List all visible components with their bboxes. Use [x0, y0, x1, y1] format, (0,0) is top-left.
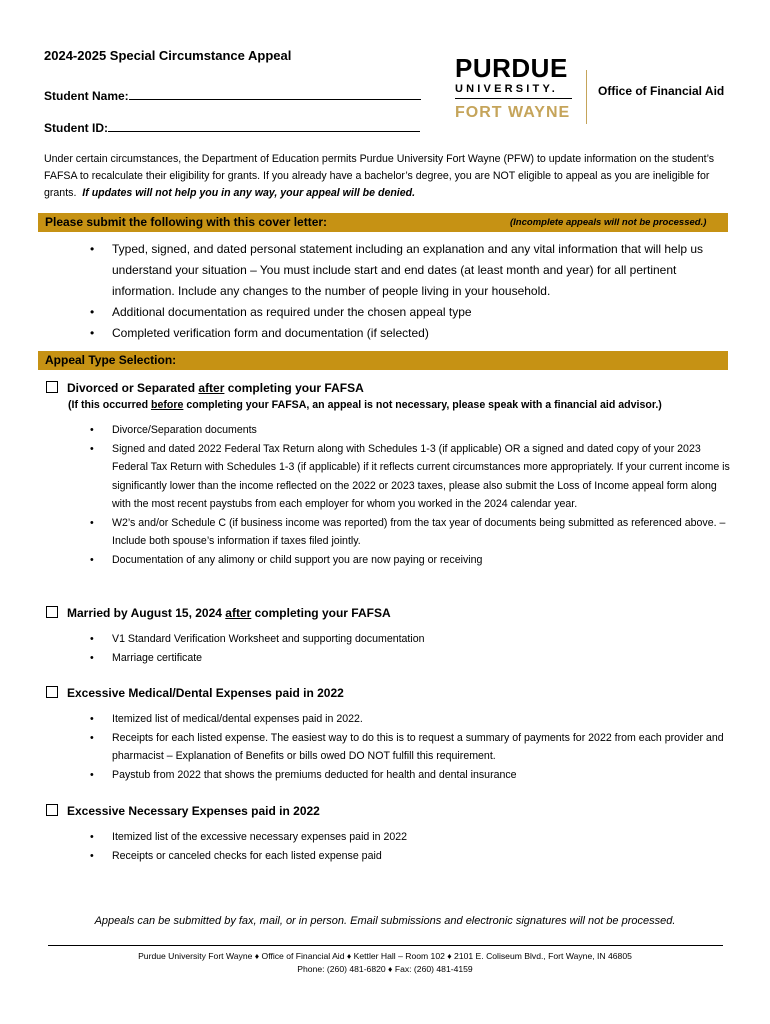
- intro-paragraph: [44, 151, 724, 202]
- list-item: • Signed and dated 2022 Federal Tax Return along with Schedules 1-3 (if applicable) OR a signed and dated copy of your 2023 Federal Tax Return with Schedules 1-3 (if applicable) if it reflects current circumstances more appropriately. If your current income is significantly lower than the income reflected on the 2022 or 2023 taxes, please also submit the Loss of Income appeal form along with the most recent paystubs from each employer for whom you worked in the 2024 calendar year.: [90, 440, 730, 514]
- divorced-list: [90, 421, 730, 569]
- list-item: • V1 Standard Verification Worksheet and supporting documentation: [90, 630, 730, 649]
- section-divorced-note: [68, 399, 662, 411]
- section-heading-text: completing your FAFSA: [224, 381, 364, 395]
- footer-address: Purdue University Fort Wayne ♦ Office of Financial Aid ♦ Kettler Hall – Room 102 ♦ 2101 E. Coliseum Blvd., Fort Wayne, IN 46805: [138, 951, 632, 961]
- list-item: • Receipts or canceled checks for each listed expense paid: [90, 847, 730, 866]
- section-necessary-heading: [46, 804, 320, 818]
- list-item: • Itemized list of medical/dental expenses paid in 2022.: [90, 710, 730, 729]
- student-id-label: Student ID:: [44, 121, 108, 135]
- section-heading-text: Excessive Necessary Expenses paid in 2022: [67, 804, 320, 818]
- list-item: • Paystub from 2022 that shows the premiums deducted for health and dental insurance: [90, 766, 730, 785]
- necessary-list: [90, 828, 730, 865]
- list-item: • W2’s and/or Schedule C (if business income was reported) from the tax year of documents being submitted as referenced above. – Include both spouse’s information if taxes filed jointly.: [90, 514, 730, 551]
- submit-list: [90, 239, 730, 344]
- section-heading-em: after: [225, 606, 252, 620]
- medical-checkbox[interactable]: [46, 686, 58, 698]
- student-name-row: [44, 88, 421, 103]
- list-item: • Divorce/Separation documents: [90, 421, 730, 440]
- medical-list: [90, 710, 730, 784]
- list-item: • Additional documentation as required under the chosen appeal type: [90, 302, 730, 323]
- section-divorced-heading: [46, 381, 364, 395]
- section-heading-text: Excessive Medical/Dental Expenses paid in 2022: [67, 686, 344, 700]
- list-item: • Completed verification form and documentation (if selected): [90, 323, 730, 344]
- appeal-type-bar: [38, 351, 728, 370]
- list-item: • Documentation of any alimony or child support you are now paying or receiving: [90, 551, 730, 570]
- student-id-row: [44, 120, 420, 135]
- intro-emphasis: If updates will not help you in any way, your appeal will be denied.: [82, 187, 416, 199]
- purdue-logo-fort-wayne: FORT WAYNE: [455, 104, 571, 121]
- list-item: • Itemized list of the excessive necessary expenses paid in 2022: [90, 828, 730, 847]
- section-heading-text: completing your FAFSA: [251, 606, 391, 620]
- footer-contact: Phone: (260) 481-6820 ♦ Fax: (260) 481-4159: [297, 964, 473, 974]
- student-id-field[interactable]: [108, 120, 420, 132]
- list-item: • Marriage certificate: [90, 649, 730, 668]
- section-medical-heading: [46, 686, 344, 700]
- intro-text: Under certain circumstances, the Department of Education permits Purdue University Fort Wayne (PFW) to update information on the student’s FAFSA to recalculate their eligibility for grants. If you already have a bachelor’s degree, you are NOT eligible to appeal as you are ineligible for grants.: [44, 153, 715, 199]
- logo-divider: [455, 98, 572, 99]
- note-em: before: [151, 399, 184, 411]
- section-heading-text: Divorced or Separated: [67, 381, 199, 395]
- purdue-logo-wordmark: PURDUE: [455, 53, 568, 83]
- necessary-checkbox[interactable]: [46, 804, 58, 816]
- married-list: [90, 630, 730, 667]
- appeal-type-label: Appeal Type Selection:: [45, 353, 177, 367]
- office-name: Office of Financial Aid: [598, 84, 725, 98]
- submit-bar: [38, 213, 728, 232]
- divorced-checkbox[interactable]: [46, 381, 58, 393]
- section-married-heading: [46, 606, 391, 620]
- page-title: 2024-2025 Special Circumstance Appeal: [44, 48, 292, 63]
- footer-divider: [48, 945, 723, 946]
- purdue-logo-university: UNIVERSITY.: [455, 83, 559, 95]
- list-item: • Typed, signed, and dated personal statement including an explanation and any vital information that will help us understand your situation – You must include start and end dates (at least month and year) for all pertinent information. Include any changes to the number of people living in your household.: [90, 239, 730, 302]
- closing-note: Appeals can be submitted by fax, mail, or in person. Email submissions and electronic signatures will not be processed.: [94, 915, 676, 927]
- note-text: (If this occurred: [68, 399, 151, 411]
- submit-bar-note: (Incomplete appeals will not be processed.): [510, 217, 707, 228]
- student-name-field[interactable]: [129, 88, 421, 100]
- note-text: completing your FAFSA, an appeal is not necessary, please speak with a financial aid advisor.): [183, 399, 662, 411]
- submit-bar-label: Please submit the following with this cover letter:: [45, 215, 328, 229]
- married-checkbox[interactable]: [46, 606, 58, 618]
- section-heading-em: after: [198, 381, 225, 395]
- list-item: • Receipts for each listed expense. The easiest way to do this is to request a summary of payments for 2022 from each provider and pharmacist – Explanation of Benefits or bills owed DO NOT fulfill this requirement.: [90, 729, 730, 766]
- section-heading-text: Married by August 15, 2024: [67, 606, 226, 620]
- logo-vertical-divider: [586, 70, 587, 124]
- student-name-label: Student Name:: [44, 89, 129, 103]
